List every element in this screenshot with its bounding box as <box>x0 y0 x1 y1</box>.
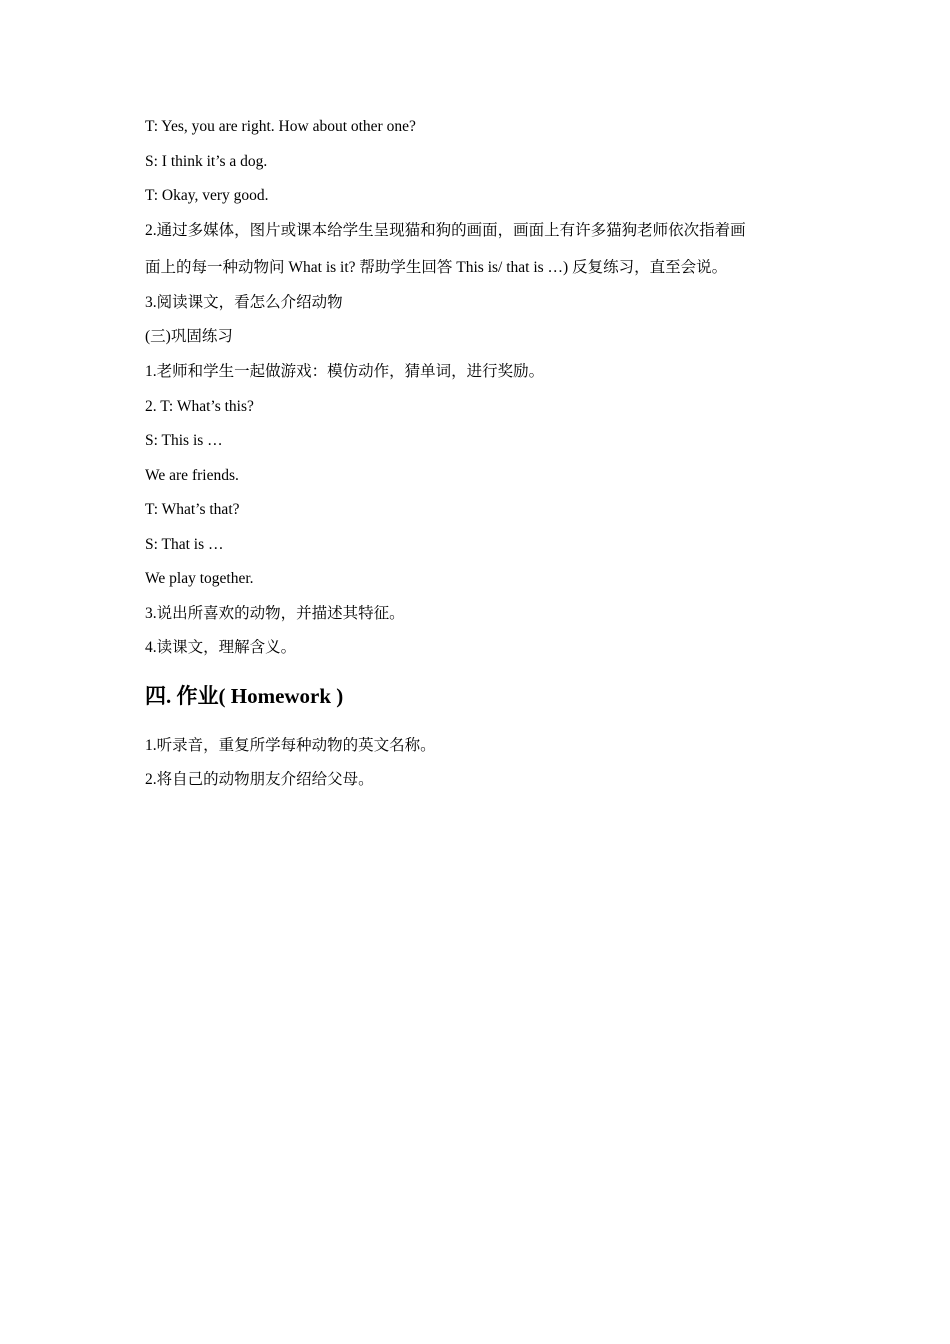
practice-item-1: 1.老师和学生一起做游戏：模仿动作，猜单词，进行奖励。 <box>145 363 545 380</box>
dialogue-line-friends: We are friends. <box>145 467 239 484</box>
dialogue-line-teacher-right: T: Yes, you are right. How about other one? <box>145 118 416 135</box>
dialogue-line-play-together: We play together. <box>145 570 254 587</box>
dialogue-line-that-is: S: That is … <box>145 536 224 553</box>
step-2-line-1: 2.通过多媒体，图片或课本给学生呈现猫和狗的画面，画面上有许多猫狗老师依次指着画 <box>145 222 746 239</box>
step-3-read-text: 3.阅读课文，看怎么介绍动物 <box>145 294 343 311</box>
practice-item-3: 3.说出所喜欢的动物，并描述其特征。 <box>145 605 405 622</box>
dialogue-line-teacher-good: T: Okay, very good. <box>145 187 269 204</box>
practice-item-2: 2. T: What’s this? <box>145 398 254 415</box>
dialogue-line-whats-that: T: What’s that? <box>145 501 240 518</box>
homework-item-1: 1.听录音，重复所学每种动物的英文名称。 <box>145 737 436 754</box>
section-consolidation-title: (三)巩固练习 <box>145 328 233 345</box>
dialogue-line-this-is: S: This is … <box>145 432 223 449</box>
dialogue-line-student-dog: S: I think it’s a dog. <box>145 153 268 170</box>
step-2-line-2: 面上的每一种动物问 What is it? 帮助学生回答 This is/ that is …) 反复练习，直至会说。 <box>145 259 728 276</box>
homework-item-2: 2.将自己的动物朋友介绍给父母。 <box>145 771 374 788</box>
homework-heading: 四. 作业( Homework ) <box>145 684 344 708</box>
practice-item-4: 4.读课文，理解含义。 <box>145 639 297 656</box>
